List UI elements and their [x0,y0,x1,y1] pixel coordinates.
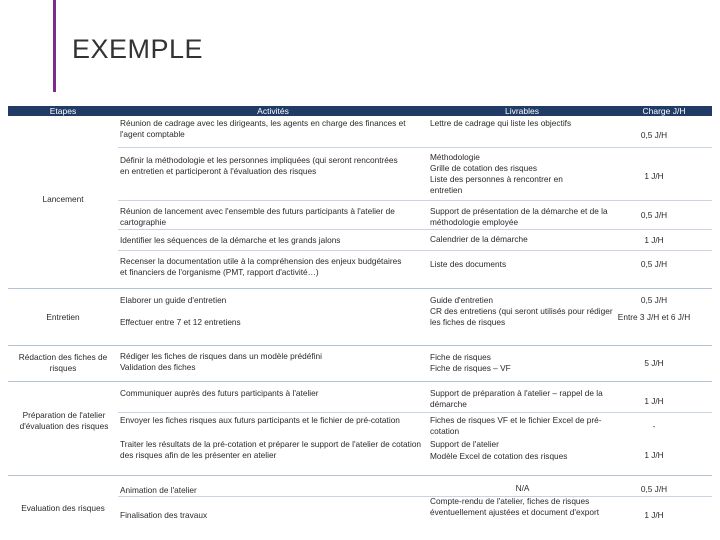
row-separator [118,496,712,497]
charge-value: 0,5 J/H [640,210,668,220]
deliverable-item: Fiche de risques [430,352,491,362]
deliverable-item: N/A [515,483,530,493]
stage-redaction: Rédaction des fiches de risques [18,352,108,373]
charge-value: Entre 3 J/H et 6 J/H [617,312,691,322]
charge-value: 0,5 J/H [640,295,668,305]
deliverable-item: Compte-rendu de l'atelier, fiches de risques éventuellement ajustées et document d'export [430,496,600,517]
charge-value: 1 J/H [644,450,664,460]
deliverable-item: Guide d'entretien [430,295,493,305]
activity-item: Finalisation des travaux [120,510,208,520]
charge-value: 1 J/H [644,235,664,245]
page-title: EXEMPLE [72,34,204,64]
row-separator [118,250,712,251]
activity-item: Communiquer auprès des futurs participants à l'atelier [120,388,319,398]
stage-entretien: Entretien [46,312,80,322]
stage-evaluation: Evaluation des risques [21,503,105,513]
deliverable-item: Support de présentation de la démarche et de la méthodologie employée [430,206,608,227]
activity-item: Effectuer entre 7 et 12 entretiens [120,317,241,327]
deliverable-item: Support de l'atelier [430,439,499,449]
deliverable-item: Fiches de risques VF et le fichier Excel de pré-cotation [430,415,602,436]
stage-preparation: Préparation de l'atelier d'évaluation des risques [19,410,109,431]
section-separator [8,381,712,382]
activity-item: Rédiger les fiches de risques dans un modèle prédéfini [120,351,323,361]
activity-item: Animation de l'atelier [120,485,197,495]
deliverable-item: Liste des documents [430,259,507,269]
section-separator [8,475,712,476]
charge-value: 0,5 J/H [640,130,668,140]
activity-item: Elaborer un guide d'entretien [120,295,227,305]
header-etapes: Etapes [49,106,77,116]
deliverable-item: Modèle Excel de cotation des risques [430,451,568,461]
section-separator [8,345,712,346]
title-accent-bar [53,0,56,92]
charge-value: - [652,421,656,431]
activity-item: Envoyer les fiches risques aux futurs participants et le fichier de pré-cotation [120,415,400,425]
charge-value: 1 J/H [644,396,664,406]
deliverable-item: Liste des personnes à rencontrer en entretien [430,174,563,195]
charge-value: 0,5 J/H [640,484,668,494]
activity-item: Définir la méthodologie et les personnes impliquées (qui seront rencontrées en entretien et participeront à l'évaluation des risques [120,155,398,176]
activity-item: Recenser la documentation utile à la compréhension des enjeux budgétaires et financiers de l'organisme (PMT, rapport d'activité…) [120,256,402,277]
row-separator [118,147,712,148]
activity-item: Traiter les résultats de la pré-cotation et préparer le support de l'atelier de cotation des risques afin de les présenter en atelier [120,439,422,460]
activity-item: Réunion de lancement avec l'ensemble des futurs participants à l'atelier de cartographie [120,206,395,227]
deliverable-item: Support de préparation à l'atelier – rappel de la démarche [430,388,603,409]
charge-value: 1 J/H [644,510,664,520]
charge-value: 1 J/H [644,171,664,181]
row-separator [118,200,712,201]
header-activites: Activités [257,106,289,116]
header-livrables: Livrables [504,106,540,116]
deliverable-item: Calendrier de la démarche [430,234,528,244]
header-charge: Charge J/H [642,106,686,116]
row-separator [118,229,712,230]
charge-value: 5 J/H [644,358,664,368]
activity-item: Réunion de cadrage avec les dirigeants, les agents en charge des finances et l'agent comptable [120,118,406,139]
stage-lancement: Lancement [42,194,84,204]
deliverable-item: Fiche de risques – VF [430,363,511,373]
deliverable-item: Méthodologie [430,152,480,162]
deliverable-item: Lettre de cadrage qui liste les objectifs [430,118,572,128]
activity-item: Identifier les séquences de la démarche et les grands jalons [120,235,341,245]
activity-item: Validation des fiches [120,362,196,372]
row-separator [118,412,712,413]
charge-value: 0,5 J/H [640,259,668,269]
deliverable-item: Grille de cotation des risques [430,163,537,173]
deliverable-item: CR des entretiens (qui seront utilisés pour rédiger les fiches de risques [430,306,613,327]
section-separator [8,288,712,289]
